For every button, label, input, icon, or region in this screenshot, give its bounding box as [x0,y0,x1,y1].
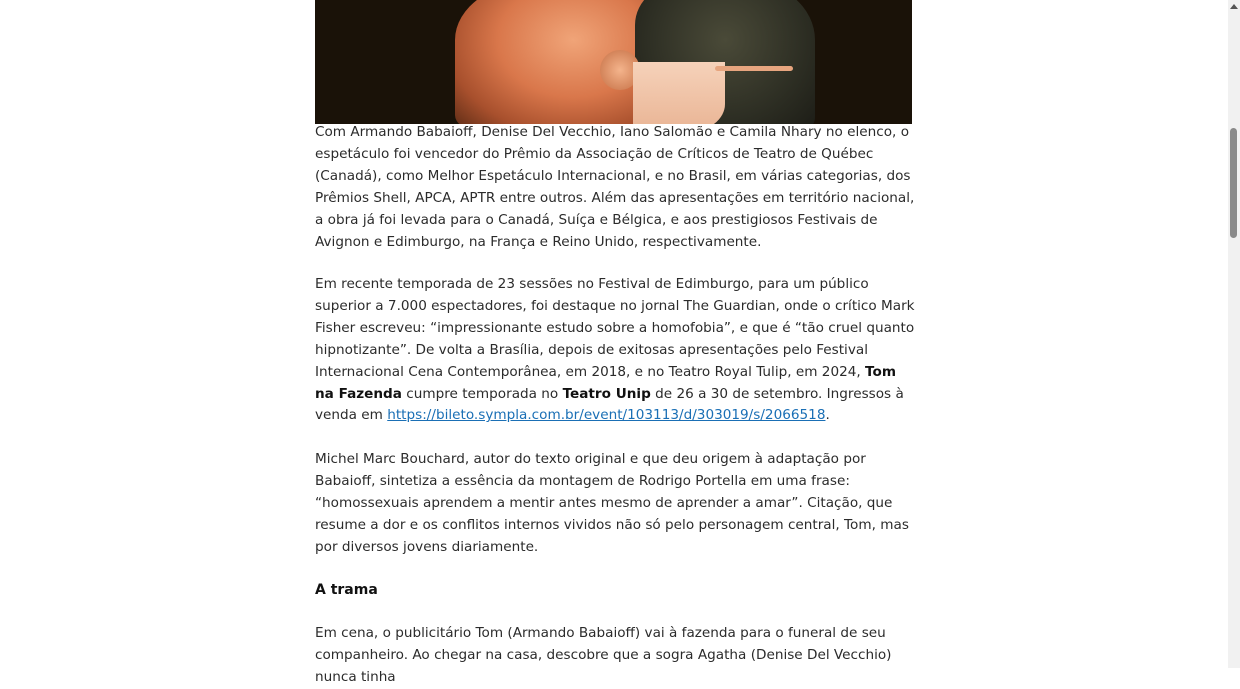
paragraph-plot: Em cena, o publicitário Tom (Armando Babaioff) vai à fazenda para o funeral de seu companheiro. Ao chegar na casa, descobre que a sogra Agatha (Denise Del Vecchio) nunca tinha [315,625,892,685]
paragraph-edinburgh [315,274,915,427]
play-photo [315,0,912,124]
tickets-link[interactable]: https://bileto.sympla.com.br/event/103113/d/303019/s/2066518 [387,407,826,424]
apron-detail [633,62,725,124]
paragraph-cast: Com Armando Babaioff, Denise Del Vecchio, Iano Salomão e Camila Nhary no elenco, o espetáculo foi vencedor do Prêmio da Associação de Críticos de Teatro de Québec (Canadá), como Melhor Espetáculo Internacional, e no Brasil, em várias categorias, dos Prêmios Shell, APCA, APTR entre outros. Além das apresentações em território nacional, a obra já foi levada para o Canadá, Suíça e Bélgica, e aos prestigiosos Festivais de Avignon e Edimburgo, na França e Reino Unido, respectivamente. [315,124,915,250]
section-heading-trama: A trama [315,582,378,598]
p2-text-end: . [825,407,830,424]
p2-text-c: de 26 a 30 de setembro. Ingressos à venda em [315,385,904,424]
apron-strap [715,66,793,71]
page-scrollbar[interactable] [1228,0,1240,668]
paragraph-bouchard: Michel Marc Bouchard, autor do texto original e que deu origem à adaptação por Babaioff, sintetiza a essência da montagem de Rodrigo Portella em uma frase: “homossexuais aprendem a mentir antes mesmo de aprender a amar”. Citação, que resume a dor e os conflitos internos vividos não só pelo personagem central, Tom, mas por diversos jovens diariamente. [315,451,909,555]
scrollbar-thumb[interactable] [1230,128,1237,238]
scroll-up-arrow-icon[interactable] [1230,4,1238,9]
p2-text-a: Em recente temporada de 23 sessões no Festival de Edimburgo, para um público superior a 7.000 espectadores, foi destaque no jornal The Guardian, onde o crítico Mark Fisher escreveu: “impressionante estudo sobre a homofobia”, e que é “tão cruel quanto hipnotizante”. De volta a Brasília, depois de exitosas apresentações pelo Festival Internacional Cena Contemporânea, em 2018, e no Teatro Royal Tulip, em 2024, [315,276,915,380]
theater-name-bold: Teatro Unip [562,385,651,402]
play-title-bold: Tom na Fazenda [315,363,897,402]
p2-text-b: cumpre temporada no [401,385,563,402]
